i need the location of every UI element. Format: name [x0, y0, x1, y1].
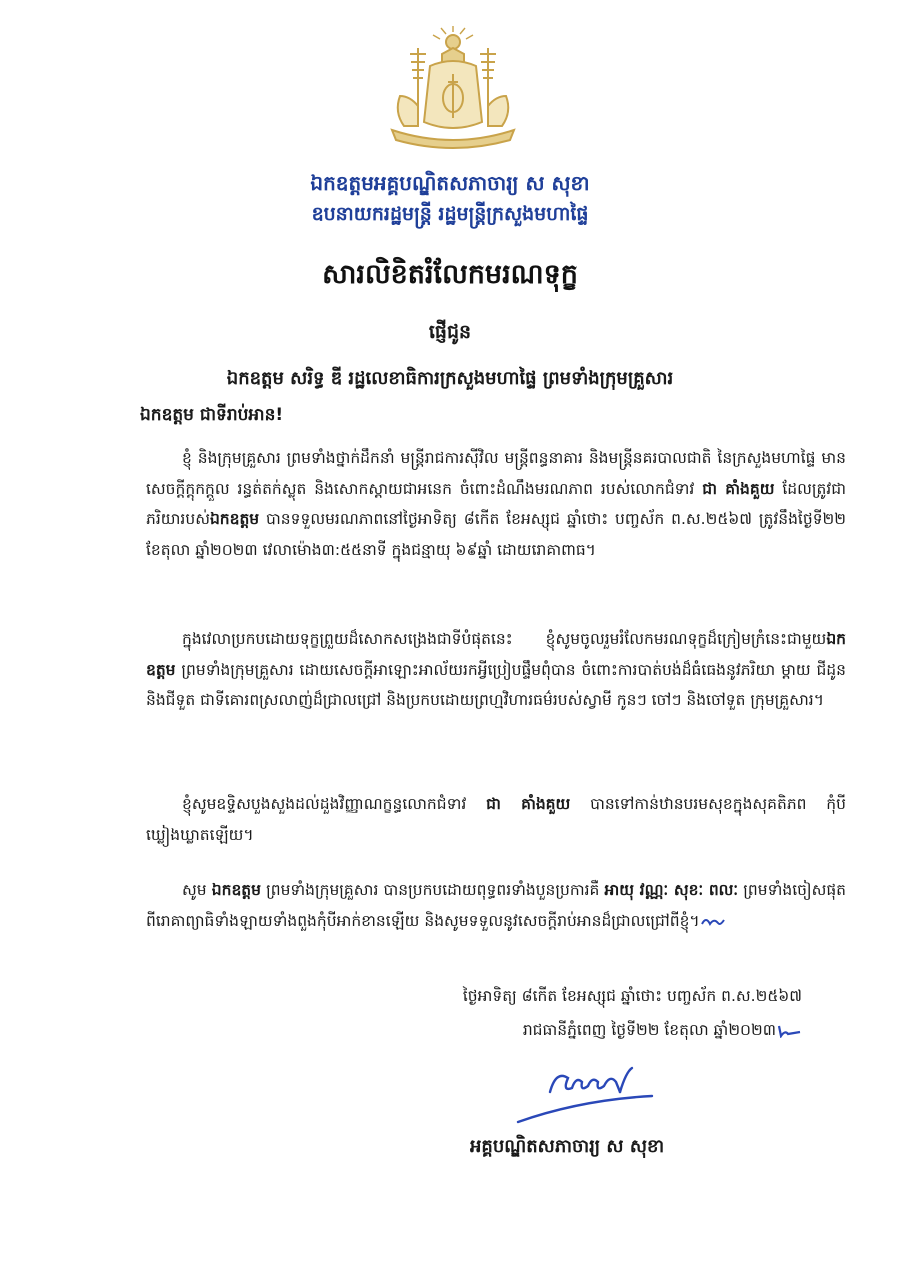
paragraph-4: សូម ឯកឧត្តម ព្រមទាំងក្រុមគ្រួសារ បានប្រកបដោយពុទ្ធពរទាំងបួនប្រការគឺ អាយុ វណ្ណៈ សុខៈ ពលៈ ព្រមទាំងចៀសផុតពីរោគាព្យាធិទាំងឡាយទាំងពួងកុំបីអាក់ខានឡើយ និងសូមទទួលនូវសេចក្តីរាប់អានដ៏ជ្រាលជ្រៅពីខ្ញុំ។: [146, 881, 847, 930]
initial-mark-icon: [700, 914, 726, 928]
signer-name: អគ្គបណ្ឌិតសភាចារ្យ ស សុខា: [470, 1136, 665, 1157]
royal-coat-of-arms-icon: [378, 26, 528, 158]
initial-mark-icon: [776, 1024, 802, 1038]
signature-icon: [510, 1052, 660, 1132]
recipient-line: ឯកឧត្តម សរិទ្ធ ឌី រដ្ឋលេខាធិការក្រសួងមហាផ្ទៃ ព្រមទាំងក្រុមគ្រួសារ: [226, 368, 674, 389]
paragraph-3: ខ្ញុំសូមឧទ្ទិសបួងសួងដល់ដួងវិញ្ញាណក្ខន្ធលោកជំទាវ ជា គាំងគួយ បានទៅកាន់ឋានបរមសុខក្នុងសុគតិភព កុំបីឃ្លៀងឃ្លាតឡើយ។: [146, 795, 846, 844]
letter-title: សារលិខិតរំលែកមរណទុក្ខ: [322, 259, 578, 290]
sender-name: ឯកឧត្តមអគ្គបណ្ឌិតសភាចារ្យ ស សុខា: [310, 171, 590, 195]
paragraph-2: ក្នុងវេលាប្រកបដោយទុក្ខព្រួយដ៏សោកសង្រេងជាទីបំផុតនេះ ខ្ញុំសូមចូលរួមរំលែកមរណទុក្ខដ៏ក្រៀមក្រំនេះជាមួយឯកឧត្តម ព្រមទាំងក្រុមគ្រួសារ ដោយសេចក្តីអាឡោះអាល័យរកអ្វីប្រៀបផ្ទឹមពុំបាន ចំពោះការបាត់បង់ដ៏ធំធេងនូវភរិយា ម្តាយ ជីដូន និងជីទួត ជាទីគោរពស្រលាញ់ដ៏ជ្រាលជ្រៅ និងប្រកបដោយព្រហ្មវិហារធម៌របស់ស្វាមី កូនៗ ចៅៗ និងចៅទួត ក្រុមគ្រួសារ។: [146, 630, 846, 709]
paragraph-1: ខ្ញុំ និងក្រុមគ្រួសារ ព្រមទាំងថ្នាក់ដឹកនាំ មន្ត្រីរាជការស៊ីវិល មន្ត្រីពន្ធនាគារ និងមន្ត្រីនគរបាលជាតិ នៃក្រសួងមហាផ្ទៃ មានសេចក្តីក្តុកក្តួល រន្ធត់តក់ស្លុត និងសោកស្តាយជាអនេក ចំពោះដំណឹងមរណភាព របស់លោកជំទាវ ជា គាំងគួយ ដែលត្រូវជាភរិយារបស់ឯកឧត្តម បានទទួលមរណភាពនៅថ្ងៃអាទិត្យ ៨កើត ខែអស្សុជ ឆ្នាំថោះ បញ្ចស័ក ព.ស.២៥៦៧ ត្រូវនឹងថ្ងៃទី២២ ខែតុលា ឆ្នាំ២០២៣ វេលាម៉ោង៣:៥៥នាទី ក្នុងជន្មាយុ ៦៩ឆ្នាំ ដោយរោគាពាធ។: [146, 449, 846, 559]
date-solar: រាជធានីភ្នំពេញ ថ្ងៃទី២២ ខែតុលា ឆ្នាំ២០២៣: [523, 1020, 802, 1043]
sender-position: ឧបនាយករដ្ឋមន្ត្រី រដ្ឋមន្ត្រីក្រសួងមហាផ្ទៃ: [311, 203, 589, 225]
date-lunar: ថ្ងៃអាទិត្យ ៨កើត ខែអស្សុជ ឆ្នាំថោះ បញ្ចស័ក ព.ស.២៥៦៧: [462, 987, 802, 1005]
salutation: ឯកឧត្តម ជាទីរាប់អាន!: [140, 405, 284, 425]
send-to-label: ផ្ញើជូន: [428, 321, 472, 343]
